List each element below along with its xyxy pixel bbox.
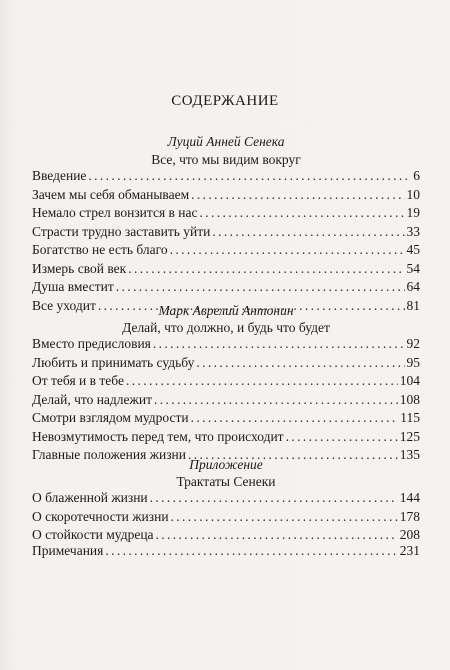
toc-entry-page: 10	[406, 186, 420, 202]
toc-entry[interactable]	[32, 278, 420, 297]
dot-leader	[154, 391, 398, 410]
toc-entry-notes[interactable]	[32, 542, 420, 561]
toc-entry[interactable]	[32, 335, 420, 354]
dot-leader	[128, 260, 404, 279]
dot-leader	[200, 204, 405, 223]
dot-leader	[212, 223, 404, 242]
toc-entry-label: Зачем мы себя обманываем	[32, 186, 190, 202]
page-title: СОДЕРЖАНИЕ	[171, 93, 279, 109]
toc-entry[interactable]	[32, 223, 420, 242]
dot-leader	[88, 167, 411, 186]
toc-entry-label: Измерь свой век	[32, 260, 127, 276]
toc-entry-label: О стойкости мудреца	[32, 527, 154, 542]
toc-entry-label: Вместо предисловия	[32, 336, 151, 351]
toc-entry-page: 115	[400, 410, 420, 425]
section-1-heading: Все, что мы видим вокруг	[151, 152, 301, 167]
toc-entry-page: 104	[399, 373, 420, 388]
dot-leader	[126, 372, 398, 391]
section-3-entries	[32, 489, 420, 545]
toc-entry-label: Введение	[32, 168, 87, 183]
dot-leader	[191, 409, 399, 428]
toc-entry-label: Примечания	[32, 543, 104, 558]
toc-entry-page: 231	[399, 543, 420, 558]
dot-leader	[153, 335, 405, 354]
toc-entry-label: О блаженной жизни	[32, 490, 148, 505]
toc-entry-page: 19	[406, 205, 420, 220]
dot-leader	[196, 354, 404, 373]
dot-leader	[150, 489, 398, 508]
toc-entry[interactable]	[32, 186, 420, 205]
dot-leader	[170, 241, 405, 260]
toc-entry[interactable]	[32, 489, 420, 508]
section-2-author: Марк Аврелий Антонин	[158, 303, 294, 318]
section-3-heading: Трактаты Сенеки	[176, 474, 276, 489]
toc-entry[interactable]	[32, 428, 420, 447]
toc-entry[interactable]	[32, 372, 420, 391]
toc-entry-label: Душа вместит	[32, 279, 114, 294]
toc-entry-page: 54	[406, 260, 420, 276]
notes-entry-block	[32, 542, 420, 561]
toc-entry-label: От тебя и в тебе	[32, 373, 124, 388]
toc-entry-label: Делай, что надлежит	[32, 391, 152, 407]
dot-leader	[191, 186, 404, 205]
toc-entry[interactable]	[32, 204, 420, 223]
toc-entry-label: О скоротечности жизни	[32, 508, 169, 524]
toc-entry-page: 92	[406, 336, 420, 351]
dot-leader	[171, 508, 398, 527]
toc-entry-page: 81	[406, 297, 420, 313]
toc-entry-label: Немало стрел вонзится в нас	[32, 205, 198, 220]
toc-entry[interactable]	[32, 354, 420, 373]
toc-entry[interactable]	[32, 391, 420, 410]
toc-entry-label: Богатство не есть благо	[32, 242, 168, 257]
section-1-author: Луций Анней Сенека	[167, 134, 285, 149]
toc-entry[interactable]	[32, 508, 420, 527]
toc-entry-page: 64	[406, 279, 420, 294]
toc-entry-page: 125	[399, 428, 420, 444]
toc-entry-page: 95	[406, 354, 420, 370]
toc-entry-page: 135	[399, 447, 420, 462]
toc-entry-label: Смотри взглядом мудрости	[32, 410, 189, 425]
section-1-entries	[32, 167, 420, 315]
toc-entry-page: 178	[399, 508, 420, 524]
toc-entry-label: Страсти трудно заставить уйти	[32, 223, 211, 239]
section-3-author: Приложение	[189, 457, 263, 472]
toc-entry-page: 144	[399, 490, 420, 505]
toc-entry-page: 6	[413, 168, 420, 183]
toc-entry-label: Невозмутимость перед тем, что происходит	[32, 428, 284, 444]
toc-entry-label: Все уходит	[32, 297, 96, 313]
toc-entry-label: Главные положения жизни	[32, 447, 187, 462]
toc-entry[interactable]	[32, 409, 420, 428]
toc-entry[interactable]	[32, 260, 420, 279]
toc-entry-page: 33	[406, 223, 420, 239]
toc-entry[interactable]	[32, 167, 420, 186]
toc-entry-page: 45	[406, 242, 420, 257]
toc-entry[interactable]	[32, 241, 420, 260]
dot-leader	[116, 278, 405, 297]
section-2-entries	[32, 335, 420, 465]
dot-leader	[286, 428, 398, 447]
toc-entry-page: 108	[399, 391, 420, 407]
section-2-heading: Делай, что должно, и будь что будет	[122, 320, 330, 335]
dot-leader	[105, 542, 397, 561]
toc-entry-page: 208	[399, 527, 420, 542]
toc-entry-label: Любить и принимать судьбу	[32, 354, 195, 370]
